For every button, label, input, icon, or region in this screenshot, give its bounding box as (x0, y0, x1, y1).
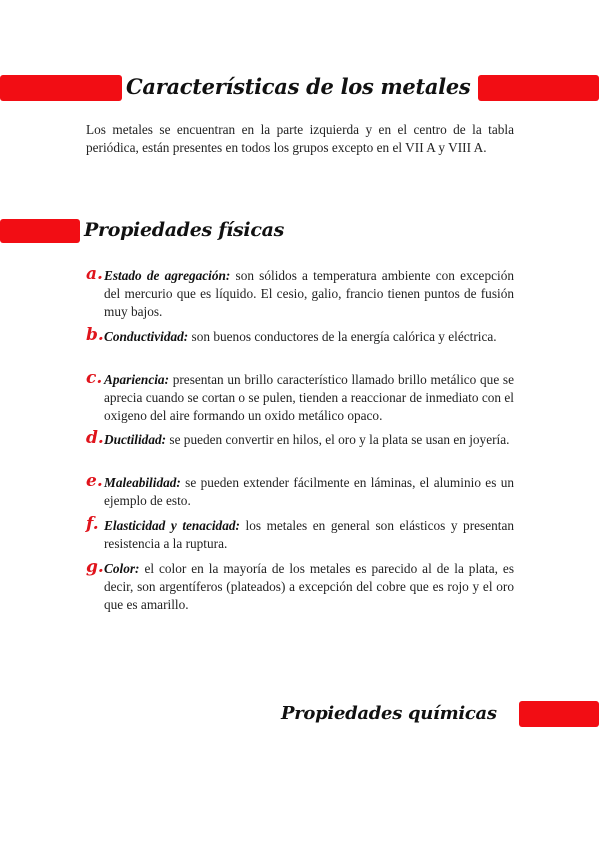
title-accent-bar-left (0, 75, 122, 101)
list-item (86, 264, 514, 321)
list-marker: g. (86, 557, 104, 577)
list-item (86, 325, 514, 346)
title-accent-bar-right (478, 75, 599, 101)
list-marker: b. (86, 325, 104, 345)
physical-properties-heading: Propiedades físicas (84, 219, 285, 241)
chemical-heading-accent-bar (519, 701, 599, 727)
property-description: se pueden convertir en hilos, el oro y la plata se usan en joyería. (169, 432, 510, 447)
property-term: Estado de agregación: (104, 268, 231, 283)
list-item (86, 428, 514, 449)
list-item (86, 514, 515, 553)
page-title: Características de los metales (126, 74, 471, 99)
property-description: son buenos conductores de la energía calórica y eléctrica. (191, 329, 497, 344)
property-description: presentan un brillo característico llamado brillo metálico que se aprecia cuando se cortan o se pulen, tienden a reaccionar de inmediato con el oxigeno del aire formando un oxido metálico opaco. (104, 372, 514, 423)
list-marker: f. (86, 514, 99, 534)
list-item (86, 471, 515, 510)
physical-heading-accent-bar (0, 219, 80, 243)
list-marker: c. (86, 368, 103, 388)
list-marker: a. (86, 264, 103, 284)
list-item (86, 368, 514, 425)
property-description: son sólidos a temperatura ambiente con excepción del mercurio que es líquido. El cesio, galio, francio tienen puntos de fusión muy bajos. (104, 268, 514, 319)
property-term: Ductilidad: (104, 432, 167, 447)
list-marker: d. (86, 428, 104, 448)
intro-paragraph: Los metales se encuentran en la parte izquierda y en el centro de la tabla periódica, están presentes en todos los grupos excepto en el VII A y VIII A. (86, 122, 514, 155)
chemical-properties-heading: Propiedades químicas (281, 703, 497, 724)
property-term: Apariencia: (104, 372, 170, 387)
list-item (86, 557, 514, 614)
property-description: el color en la mayoría de los metales es parecido al de la plata, es decir, son argentíferos (plateados) a excepción del cobre que es rojo y el oro que es amarillo. (104, 561, 514, 612)
property-description: se pueden extender fácilmente en láminas, el aluminio es un ejemplo de esto. (104, 475, 515, 508)
property-description: los metales en general son elásticos y presentan resistencia a la ruptura. (104, 518, 515, 551)
list-marker: e. (86, 471, 103, 491)
property-term: Elasticidad y tenacidad: (104, 518, 240, 533)
property-term: Maleabilidad: (104, 475, 181, 490)
property-term: Conductividad: (104, 329, 189, 344)
property-term: Color: (104, 561, 140, 576)
